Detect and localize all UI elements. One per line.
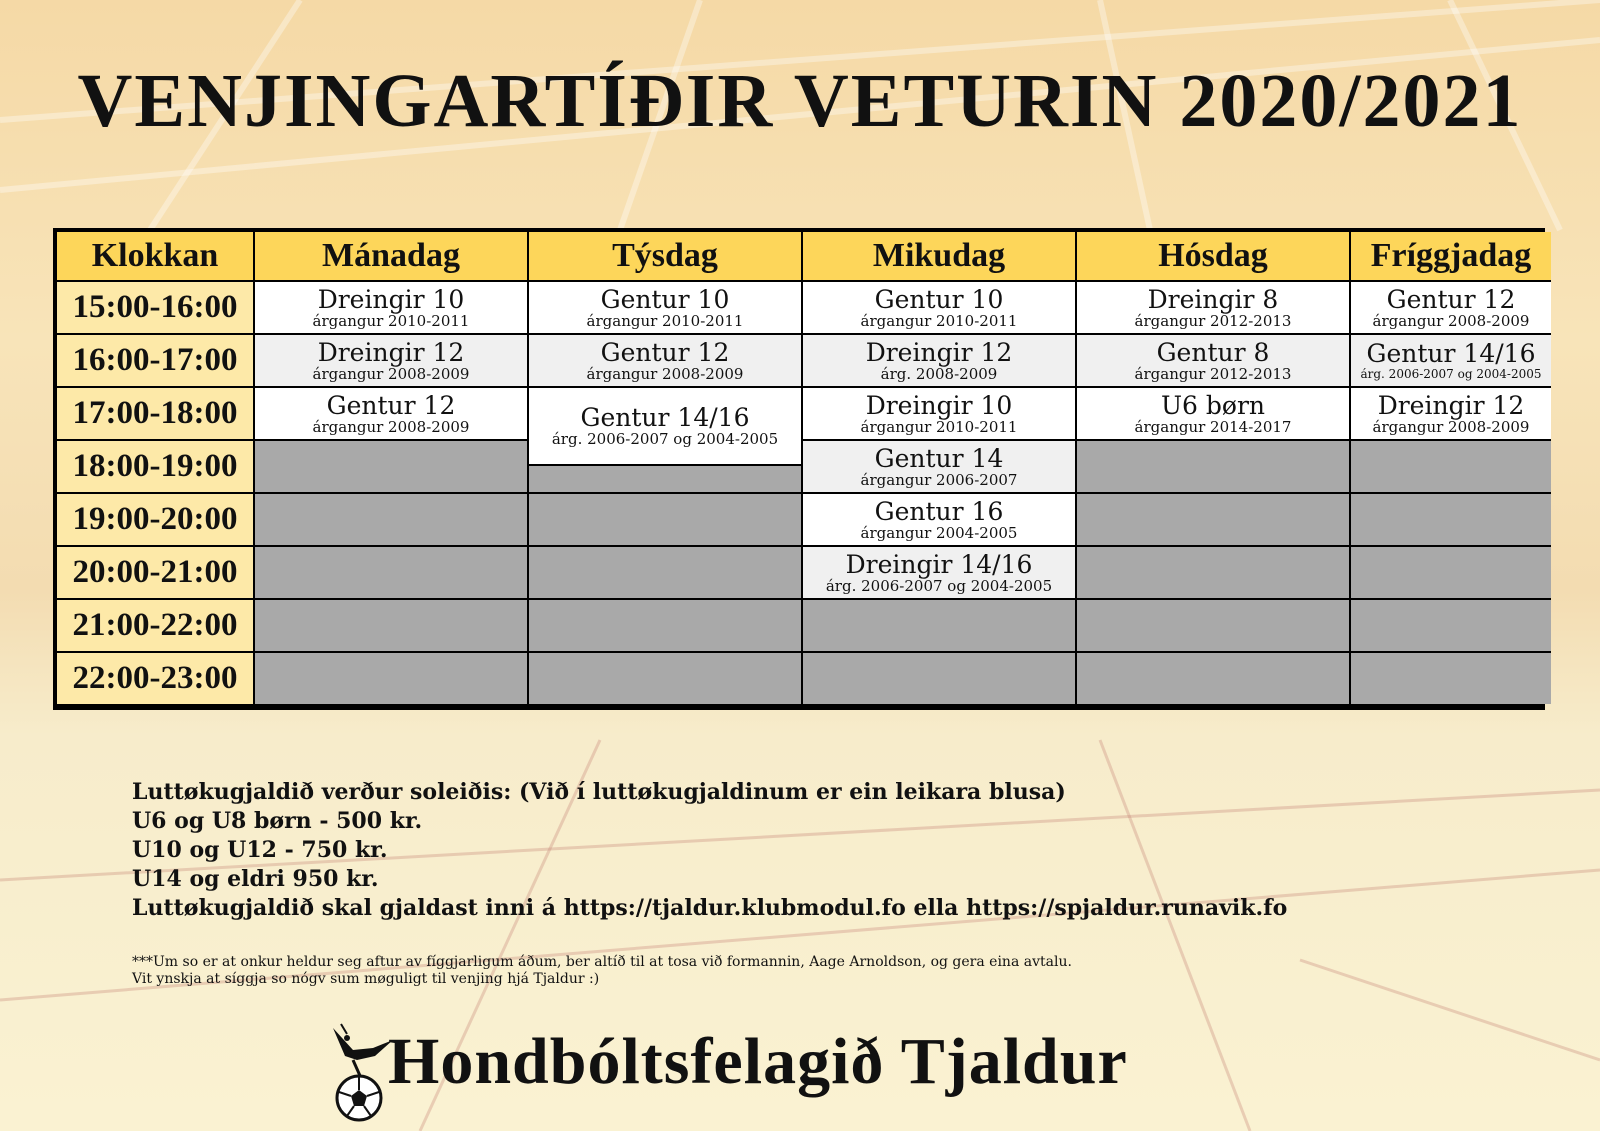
time-slot: 15:00-16:00 (57, 280, 253, 333)
empty-slot (529, 651, 801, 704)
session-name: Gentur 14 (874, 443, 1004, 473)
session-year: árgangur 2008-2009 (1372, 417, 1530, 436)
session-cell (1351, 386, 1551, 439)
fee-line: Luttøkugjaldið skal gjaldast inni á https://tjaldur.klubmodul.fo ella https://spjaldur.runavik.fo (132, 895, 1288, 921)
header-thursday: Hósdag (1077, 232, 1349, 280)
header-time: Klokkan (57, 232, 253, 280)
empty-slot (803, 651, 1075, 704)
session-year: árgangur 2010-2011 (860, 417, 1018, 436)
session-cell (529, 386, 801, 466)
empty-slot (255, 439, 527, 492)
session-cell (803, 333, 1075, 386)
session-cell (529, 280, 801, 333)
note-line: Vit ynskja at síggja so nógv sum møguligt til venjing hjá Tjaldur :) (132, 971, 600, 987)
session-cell (803, 280, 1075, 333)
fee-line: U6 og U8 børn - 500 kr. (132, 808, 423, 834)
empty-slot (1351, 651, 1551, 704)
session-name: Gentur 14/16 (580, 403, 750, 432)
session-cell (803, 545, 1075, 598)
header-tuesday: Týsdag (529, 232, 801, 280)
session-year: árg. 2006-2007 og 2004-2005 (825, 576, 1053, 595)
session-year: árgangur 2008-2009 (312, 364, 470, 383)
empty-slot (1077, 651, 1349, 704)
fee-line: U14 og eldri 950 kr. (132, 866, 379, 892)
session-name: Dreingir 12 (865, 337, 1013, 367)
session-cell (803, 386, 1075, 439)
session-name: Dreingir 14/16 (845, 549, 1033, 579)
session-name: Gentur 12 (600, 337, 730, 367)
session-name: Gentur 16 (874, 496, 1004, 526)
session-year: árgangur 2010-2011 (312, 311, 470, 330)
header-wednesday: Mikudag (803, 232, 1075, 280)
session-name: Dreingir 12 (317, 337, 465, 367)
session-cell (255, 280, 527, 333)
empty-slot (255, 545, 527, 598)
session-year: árg. 2006-2007 og 2004-2005 (551, 430, 779, 448)
session-year: árgangur 2012-2013 (1134, 311, 1292, 330)
session-name: U6 børn (1160, 390, 1266, 420)
empty-slot (803, 598, 1075, 651)
time-slot: 16:00-17:00 (57, 333, 253, 386)
time-slot: 20:00-21:00 (57, 545, 253, 598)
empty-slot (1351, 492, 1551, 545)
session-cell (1077, 386, 1349, 439)
session-year: árg. 2008-2009 (880, 364, 998, 383)
session-cell (1351, 280, 1551, 333)
session-name: Gentur 10 (600, 284, 730, 314)
empty-slot (1351, 439, 1551, 492)
session-name: Gentur 12 (1386, 284, 1516, 314)
session-year: árgangur 2010-2011 (586, 311, 744, 330)
session-year: árgangur 2006-2007 (860, 470, 1018, 489)
fee-line: Luttøkugjaldið verður soleiðis: (Við í luttøkugjaldinum er ein leikara blusa) (132, 779, 1066, 805)
session-cell (1077, 333, 1349, 386)
empty-slot (529, 492, 801, 545)
session-year: árgangur 2008-2009 (312, 417, 470, 436)
empty-slot (1351, 598, 1551, 651)
session-cell (529, 333, 801, 386)
time-slot: 22:00-23:00 (57, 651, 253, 704)
empty-slot (1351, 545, 1551, 598)
session-cell (1351, 333, 1551, 386)
fee-line: U10 og U12 - 750 kr. (132, 837, 388, 863)
time-slot: 21:00-22:00 (57, 598, 253, 651)
session-name: Dreingir 10 (865, 390, 1013, 420)
session-name: Dreingir 12 (1377, 390, 1525, 420)
session-year: árgangur 2014-2017 (1134, 417, 1292, 436)
session-year: árgangur 2012-2013 (1134, 364, 1292, 383)
empty-slot (255, 651, 527, 704)
header-friday: Fríggjadag (1351, 232, 1551, 280)
session-year: árgangur 2008-2009 (1372, 311, 1530, 330)
footnote (132, 954, 1432, 988)
note-line: ***Um so er at onkur heldur seg aftur av fíggjarligum áðum, ber altíð til at tosa við formannin, Aage Arnoldson, og gera eina avtalu. (132, 954, 1072, 970)
session-cell (1077, 280, 1349, 333)
empty-slot (255, 598, 527, 651)
session-cell (255, 333, 527, 386)
time-slot: 19:00-20:00 (57, 492, 253, 545)
session-name: Gentur 14/16 (1366, 339, 1536, 368)
club-name: Hondbóltsfelagið Tjaldur (388, 1025, 1128, 1098)
empty-slot (1077, 545, 1349, 598)
empty-slot (529, 598, 801, 651)
page-title: VENJINGARTÍÐIR VETURIN 2020/2021 (77, 59, 1523, 143)
empty-slot (1077, 439, 1349, 492)
session-name: Gentur 12 (326, 390, 456, 420)
empty-slot (529, 545, 801, 598)
empty-slot (1077, 598, 1349, 651)
time-slot: 18:00-19:00 (57, 439, 253, 492)
schedule-table (53, 228, 1545, 710)
empty-slot (255, 492, 527, 545)
session-cell (255, 386, 527, 439)
session-name: Gentur 8 (1156, 337, 1270, 367)
session-year: árgangur 2004-2005 (860, 523, 1018, 542)
fee-info (132, 778, 1432, 923)
session-name: Gentur 10 (874, 284, 1004, 314)
time-slot: 17:00-18:00 (57, 386, 253, 439)
session-year: árgangur 2008-2009 (586, 364, 744, 383)
session-name: Dreingir 8 (1147, 284, 1279, 314)
header-monday: Mánadag (255, 232, 527, 280)
session-cell (803, 492, 1075, 545)
empty-slot (1077, 492, 1349, 545)
session-year: árgangur 2010-2011 (860, 311, 1018, 330)
session-year: árg. 2006-2007 og 2004-2005 (1360, 367, 1542, 381)
session-cell (803, 439, 1075, 492)
session-name: Dreingir 10 (317, 284, 465, 314)
